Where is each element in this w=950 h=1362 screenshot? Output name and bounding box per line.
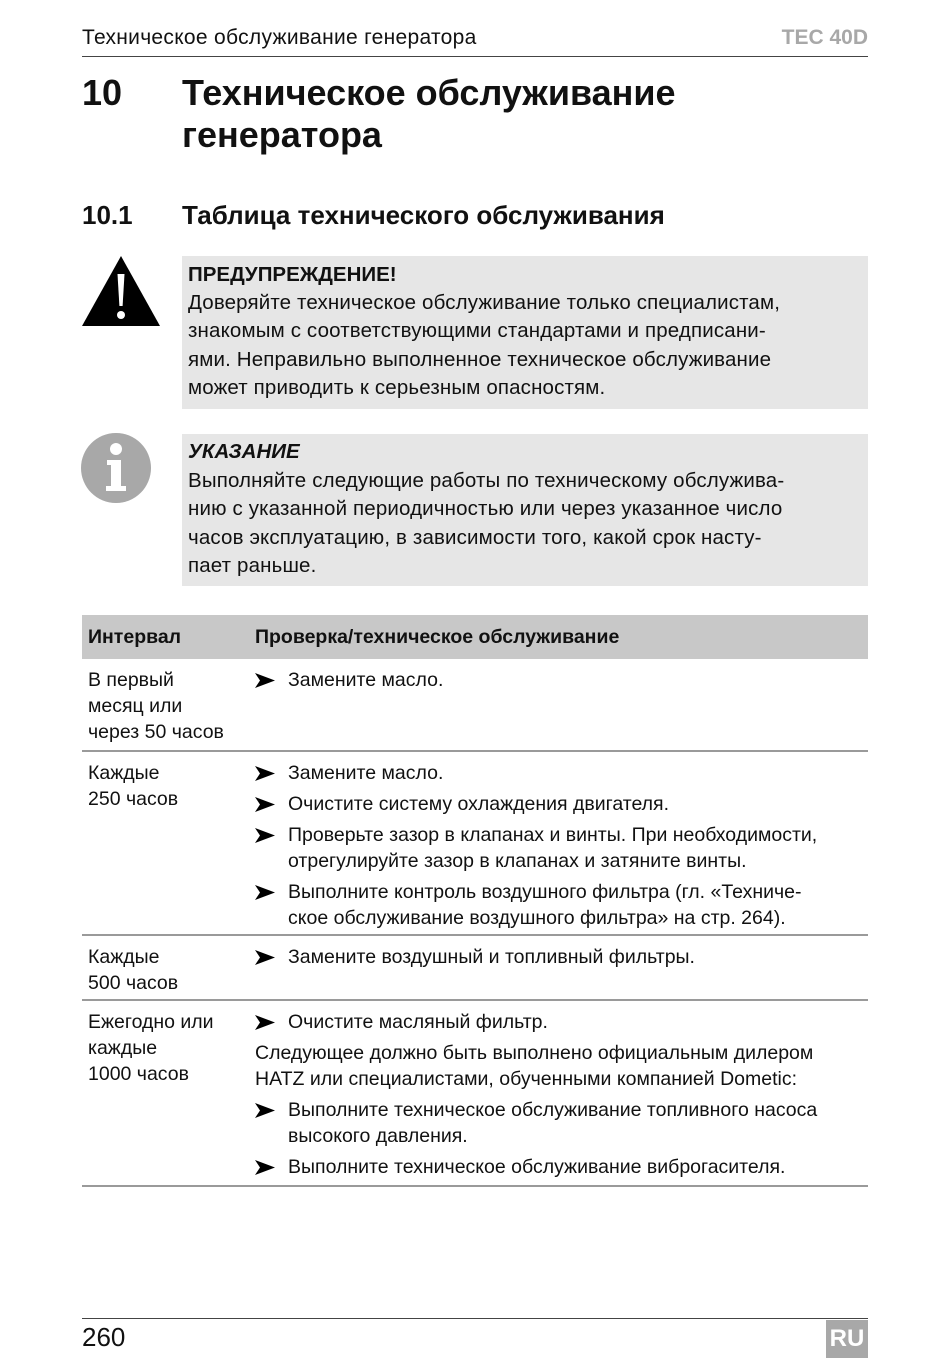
- bullet-item: [255, 667, 861, 693]
- text-line: Замените масло.: [288, 762, 444, 784]
- warning-text: [188, 289, 862, 403]
- arrow-bullet-icon: [255, 766, 275, 781]
- interval-line: каждые: [88, 1037, 158, 1059]
- text-line: Проверьте зазор в клапанах и винты. При необходимости,: [288, 824, 818, 846]
- note-line: Выполняйте следующие работы по техническому обслужива-: [188, 469, 785, 492]
- table-body: [82, 659, 868, 1187]
- interval-line: Каждые: [88, 762, 160, 784]
- text-line: Очистите масляный фильтр.: [288, 1011, 548, 1033]
- bullet-item: [255, 791, 861, 817]
- interval-line: Каждые: [88, 946, 160, 968]
- arrow-bullet-icon: [255, 1160, 275, 1175]
- table-row: [82, 752, 868, 936]
- text-line: HATZ или специалистами, обученными компанией Dometic:: [255, 1068, 798, 1090]
- interval-line: месяц или: [88, 695, 183, 717]
- header-model: TEC 40D: [781, 26, 868, 49]
- header-title: Техническое обслуживание генератора: [82, 26, 477, 49]
- check-cell: [255, 1001, 861, 1180]
- interval-line: Ежегодно или: [88, 1011, 214, 1033]
- bullet-item: [255, 822, 861, 874]
- text-line: ское обслуживание воздушного фильтра» на стр. 264).: [288, 907, 786, 929]
- section-number: 10.1: [82, 200, 133, 230]
- interval-line: через 50 часов: [88, 721, 224, 743]
- footer-divider: [82, 1318, 868, 1319]
- arrow-bullet-icon: [255, 950, 275, 965]
- note-box: [182, 434, 868, 586]
- paragraph: [255, 1040, 861, 1092]
- bullet-item: [255, 879, 861, 931]
- arrow-bullet-icon: [255, 828, 275, 843]
- interval-cell: [88, 760, 248, 812]
- warning-box: [182, 256, 868, 409]
- check-cell: [255, 659, 861, 693]
- bullet-item: [255, 760, 861, 786]
- warning-triangle-icon: [80, 254, 162, 328]
- warning-heading: ПРЕДУПРЕЖДЕНИЕ!: [188, 263, 397, 286]
- interval-line: В первый: [88, 669, 174, 691]
- language-badge: RU: [826, 1320, 868, 1358]
- warning-line: может приводить к серьезным опасностям.: [188, 376, 606, 400]
- note-line: часов эксплуатацию, в зависимости того, какой срок насту-: [188, 525, 762, 549]
- text-line: Замените масло.: [288, 669, 444, 691]
- arrow-bullet-icon: [255, 1015, 275, 1030]
- text-line: Выполните техническое обслуживание виброгасителя.: [288, 1156, 786, 1178]
- column-header-check: Проверка/техническое обслуживание: [255, 626, 620, 648]
- bullet-item: [255, 1009, 861, 1035]
- text-line: высокого давления.: [288, 1125, 468, 1147]
- interval-line: 250 часов: [88, 788, 179, 810]
- table-row: [82, 936, 868, 1001]
- text-line: Следующее должно быть выполнено официальным дилером: [255, 1042, 814, 1064]
- note-line: нию с указанной периодичностью или через указанное число: [188, 497, 783, 521]
- note-line: пает раньше.: [188, 554, 317, 578]
- check-cell: [255, 752, 861, 931]
- bullet-item: [255, 1097, 861, 1149]
- warning-line: Доверяйте техническое обслуживание только специалистам,: [188, 291, 781, 314]
- text-line: Выполните техническое обслуживание топливного насоса: [288, 1099, 818, 1121]
- column-header-interval: Интервал: [88, 626, 182, 648]
- text-line: Выполните контроль воздушного фильтра (гл. «Техниче-: [288, 881, 802, 903]
- table-row: [82, 659, 868, 752]
- page-number: 260: [82, 1322, 126, 1352]
- check-cell: [255, 936, 861, 970]
- interval-cell: [88, 667, 248, 745]
- interval-line: 500 часов: [88, 972, 179, 994]
- warning-line: знакомым с соответствующими стандартами и предписани-: [188, 319, 766, 343]
- text-line: Очистите систему охлаждения двигателя.: [288, 793, 670, 815]
- chapter-title: Техническое обслуживание генератора: [182, 72, 676, 155]
- info-icon: [80, 432, 152, 504]
- bullet-item: [255, 944, 861, 970]
- arrow-bullet-icon: [255, 1103, 275, 1118]
- arrow-bullet-icon: [255, 885, 275, 900]
- interval-cell: [88, 944, 248, 996]
- interval-cell: [88, 1009, 248, 1087]
- table-header: [82, 615, 868, 659]
- page-header: [82, 24, 868, 57]
- text-line: Замените воздушный и топливный фильтры.: [288, 946, 695, 968]
- table-row: [82, 1001, 868, 1187]
- arrow-bullet-icon: [255, 797, 275, 812]
- warning-line: ями. Неправильно выполненное техническое обслуживание: [188, 347, 772, 371]
- interval-line: 1000 часов: [88, 1063, 189, 1085]
- note-text: [188, 467, 862, 581]
- text-line: отрегулируйте зазор в клапанах и затяните винты.: [288, 850, 747, 872]
- bullet-item: [255, 1154, 861, 1180]
- note-heading: УКАЗАНИЕ: [188, 440, 300, 463]
- section-title: Таблица технического обслуживания: [182, 200, 665, 230]
- chapter-number: 10: [82, 72, 123, 113]
- arrow-bullet-icon: [255, 673, 275, 688]
- maintenance-table: [82, 615, 868, 1187]
